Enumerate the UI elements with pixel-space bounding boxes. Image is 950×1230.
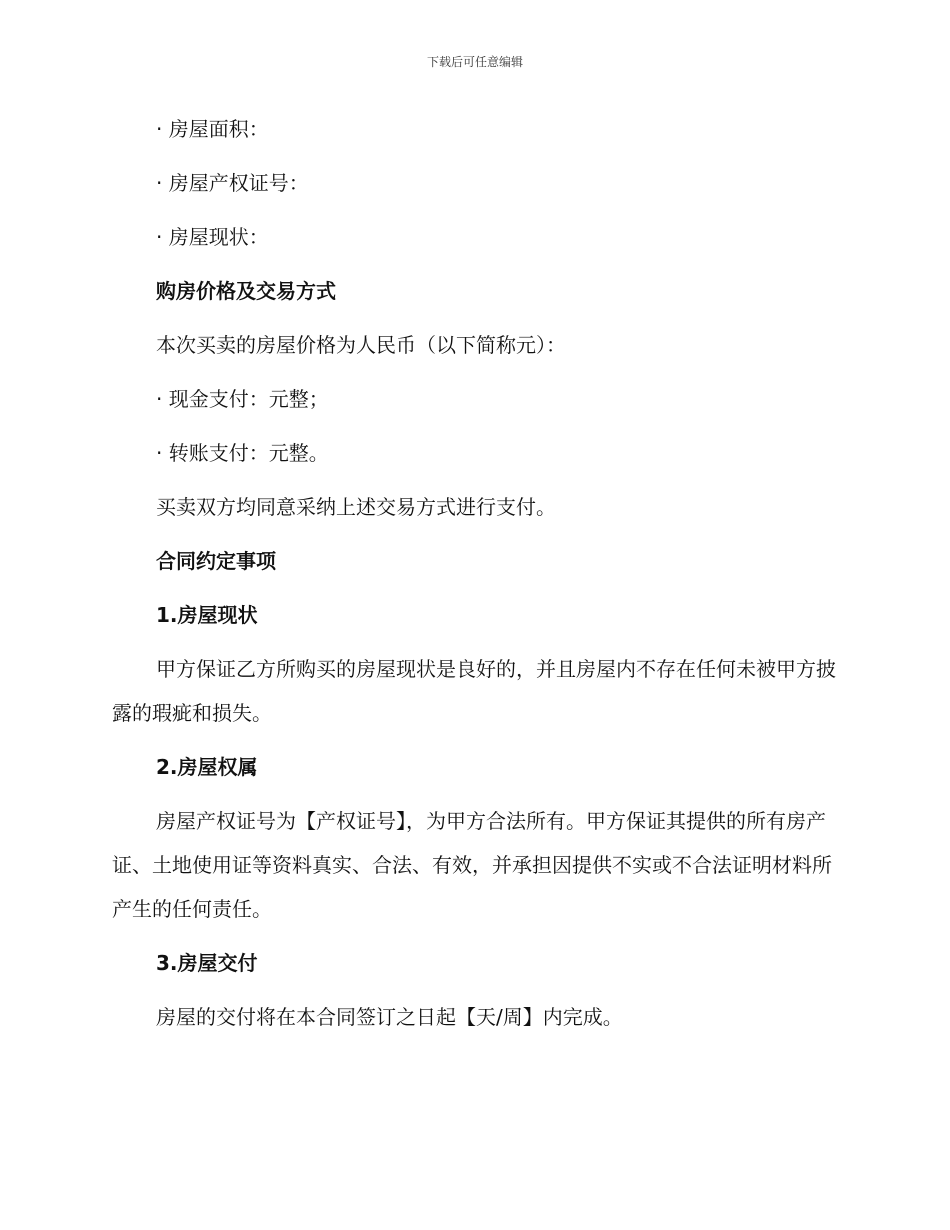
- bullet-house-condition: · 房屋现状：: [156, 225, 269, 249]
- bullet-house-area: · 房屋面积：: [156, 117, 269, 141]
- bullet-transfer-payment: · 转账支付：元整。: [156, 441, 329, 465]
- subheading-delivery: 3.房屋交付: [156, 951, 258, 975]
- price-statement: 本次买卖的房屋价格为人民币（以下简称元）：: [156, 333, 566, 357]
- section-heading-terms: 合同约定事项: [156, 549, 276, 573]
- payment-agreement: 买卖双方均同意采纳上述交易方式进行支付。: [156, 495, 556, 519]
- bullet-property-certificate: · 房屋产权证号：: [156, 171, 309, 195]
- subheading-ownership: 2.房屋权属: [156, 755, 258, 779]
- paragraph-ownership: 房屋产权证号为【产权证号】，为甲方合法所有。甲方保证其提供的所有房产证、土地使用证等资料真实、合法、有效，并承担因提供不实或不合法证明材料所产生的任何责任。: [112, 809, 832, 921]
- subheading-house-condition: 1.房屋现状: [156, 603, 258, 627]
- section-heading-price: 购房价格及交易方式: [156, 279, 336, 303]
- page-header-note: 下载后可任意编辑: [426, 55, 523, 69]
- bullet-cash-payment: · 现金支付：元整；: [156, 387, 329, 411]
- document-body: [112, 112, 836, 1054]
- paragraph-house-condition: 甲方保证乙方所购买的房屋现状是良好的，并且房屋内不存在任何未被甲方披露的瑕疵和损失。: [112, 657, 836, 725]
- paragraph-delivery: 房屋的交付将在本合同签订之日起【天/周】内完成。: [156, 1005, 623, 1029]
